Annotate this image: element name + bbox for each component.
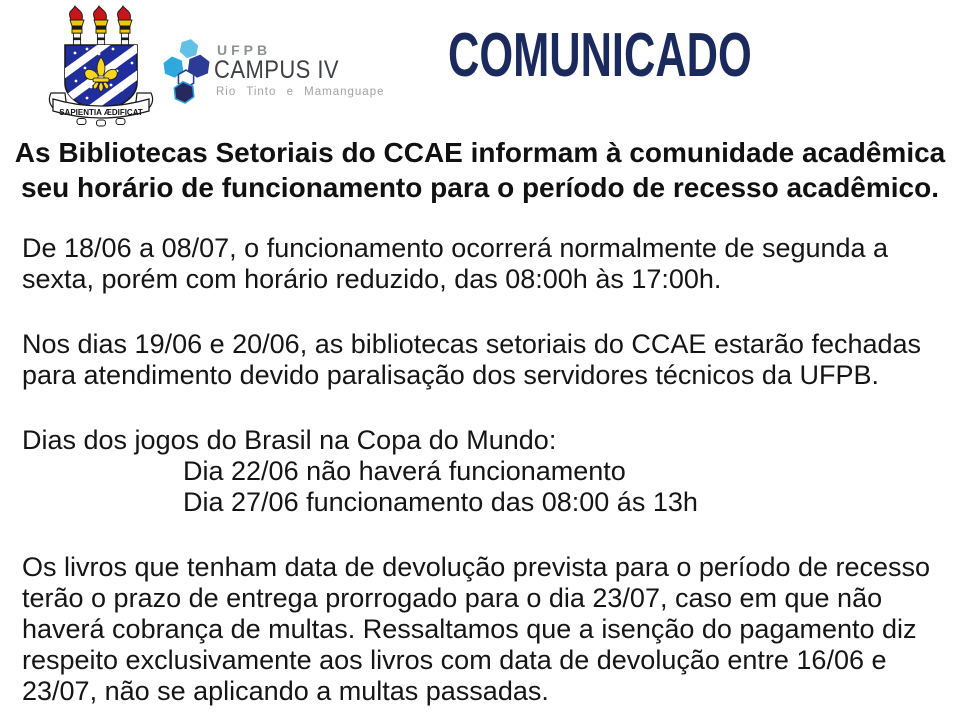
headline-line: As Bibliotecas Setoriais do CCAE informam à comunidade acadêmica <box>14 137 946 168</box>
text-line: Dias dos jogos do Brasil na Copa do Mundo: <box>22 425 557 455</box>
text-line: haverá cobrança de multas. Ressaltamos que a isenção do pagamento diz <box>22 614 917 644</box>
paragraph-book-returns <box>22 552 934 707</box>
crest-motto-text: SAPIENTIA ÆDIFICAT <box>59 108 143 117</box>
text-line: 23/07, não se aplicando a multas passadas. <box>22 676 549 706</box>
text-line: terão o prazo de entrega prorrogado para o dia 23/07, caso em que não <box>22 583 883 613</box>
campus-name-label: CAMPUS IV <box>214 56 339 84</box>
campus-iv-hexagons-icon <box>161 36 213 106</box>
paragraph-world-cup-schedule <box>22 425 934 518</box>
paragraph-strike-closure <box>22 329 934 391</box>
text-line: Dia 27/06 funcionamento das 08:00 ás 13h <box>183 487 698 517</box>
paragraph-reduced-hours <box>22 233 934 295</box>
page-header <box>0 0 960 130</box>
text-line: Dia 22/06 não haverá funcionamento <box>183 456 626 486</box>
announcement-body <box>22 233 934 707</box>
text-line: para atendimento devido paralisação dos servidores técnicos da UFPB. <box>22 360 879 390</box>
ufpb-crest-logo <box>45 5 157 127</box>
torch-icon <box>70 6 132 45</box>
campus-subtitle-label: Rio Tinto e Mamanguape <box>216 86 385 98</box>
text-line: Os livros que tenham data de devolução prevista para o período de recesso <box>22 552 931 582</box>
campus-org-label: UFPB <box>217 42 272 58</box>
text-line: De 18/06 a 08/07, o funcionamento ocorrerá normalmente de segunda a <box>22 233 889 263</box>
text-line: Nos dias 19/06 e 20/06, as bibliotecas setoriais do CCAE estarão fechadas <box>22 329 922 359</box>
headline-line: seu horário de funcionamento para o período de recesso acadêmico. <box>20 172 940 203</box>
headline <box>0 135 960 205</box>
text-line: respeito exclusivamente aos livros com data de devolução entre 16/06 e <box>22 645 887 675</box>
text-line: sexta, porém com horário reduzido, das 08:00h às 17:00h. <box>22 264 722 294</box>
page-title: COMUNICADO <box>448 21 752 90</box>
